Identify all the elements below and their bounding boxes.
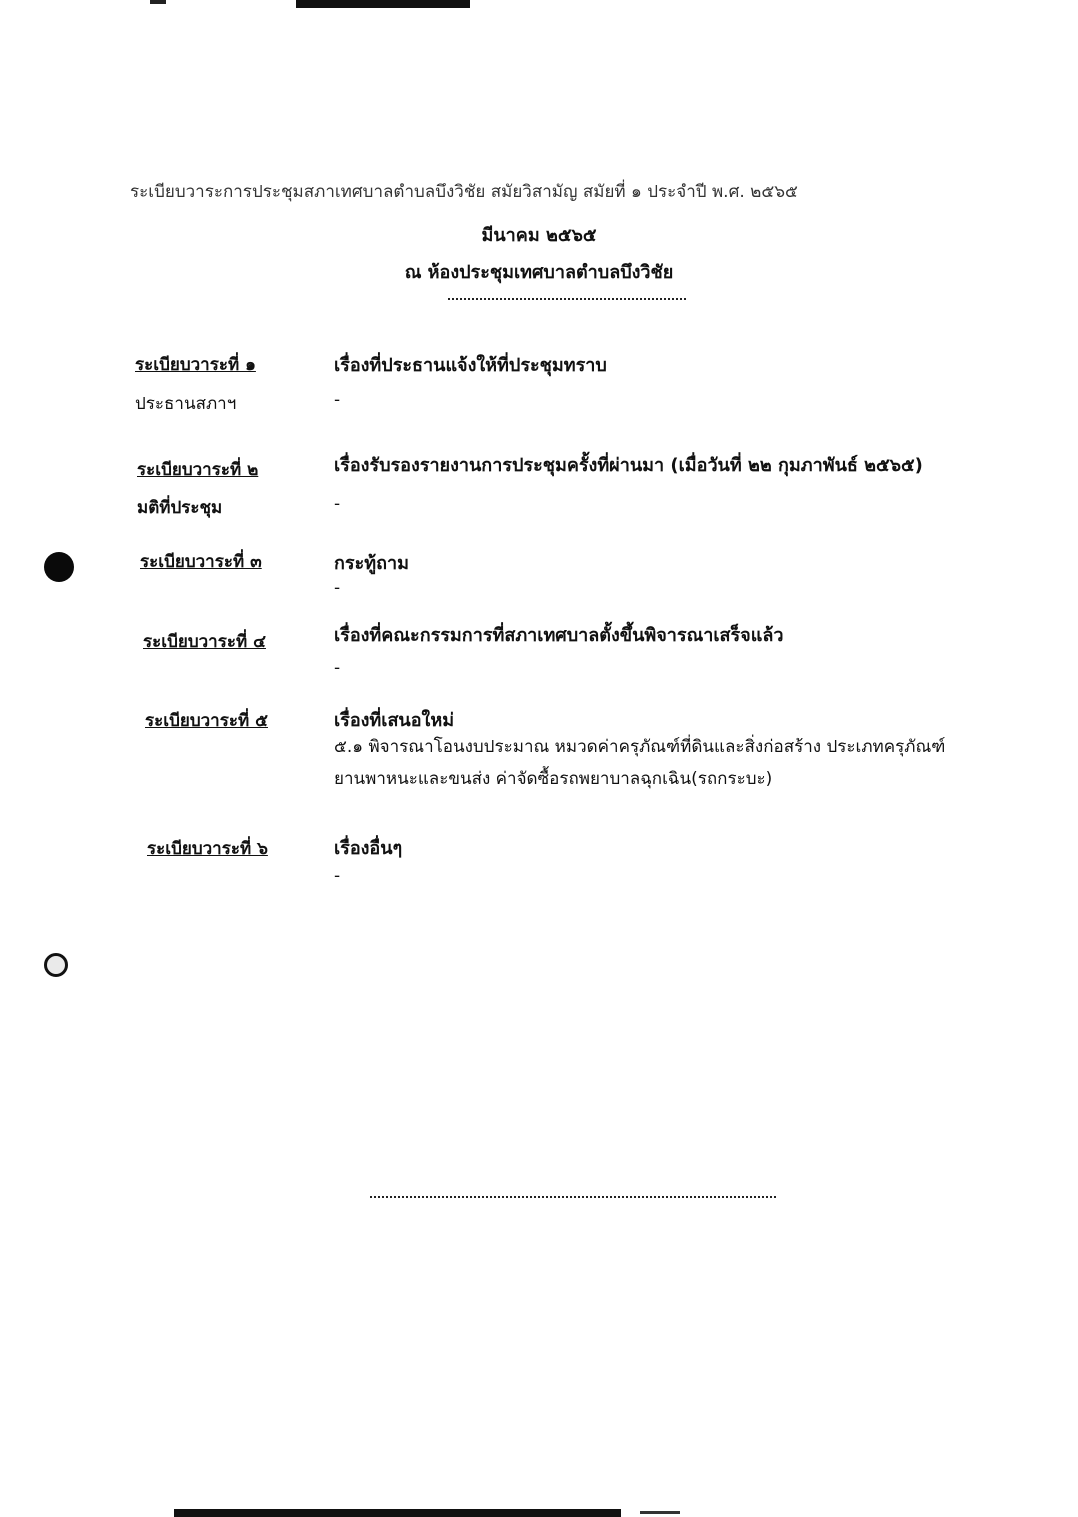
punch-hole-ring bbox=[44, 953, 68, 977]
agenda-5-item-line-2: ยานพาหนะและขนส่ง ค่าจัดซื้อรถพยาบาลฉุกเฉิน(รถกระบะ) bbox=[334, 769, 773, 789]
agenda-5-label: ระเบียบวาระที่ ๕ bbox=[145, 711, 268, 731]
agenda-1-content: - bbox=[334, 390, 341, 410]
agenda-3-label: ระเบียบวาระที่ ๓ bbox=[140, 552, 262, 572]
agenda-1-heading: เรื่องที่ประธานแจ้งให้ที่ประชุมทราบ bbox=[334, 355, 607, 376]
document-title: ระเบียบวาระการประชุมสภาเทศบาลตำบลบึงวิชัย สมัยวิสามัญ สมัยที่ ๑ ประจำปี พ.ศ. ๒๕๖๕ bbox=[130, 182, 798, 202]
meeting-location: ณ ห้องประชุมเทศบาลตำบลบึงวิชัย bbox=[404, 262, 674, 283]
agenda-2-label: ระเบียบวาระที่ ๒ bbox=[137, 460, 259, 480]
agenda-2-sub-label: มติที่ประชุม bbox=[137, 498, 223, 518]
agenda-2-content: - bbox=[334, 494, 341, 514]
agenda-6-heading: เรื่องอื่นๆ bbox=[334, 838, 403, 859]
footer-divider bbox=[370, 1196, 776, 1198]
scan-mark-bottom bbox=[174, 1509, 621, 1517]
header-divider bbox=[448, 298, 686, 300]
agenda-3-heading: กระทู้ถาม bbox=[334, 553, 409, 574]
punch-hole bbox=[44, 552, 74, 582]
agenda-6-label: ระเบียบวาระที่ ๖ bbox=[147, 839, 268, 859]
agenda-5-item-line-1: ๕.๑ พิจารณาโอนงบประมาณ หมวดค่าครุภัณฑ์ที่ดินและสิ่งก่อสร้าง ประเภทครุภัณฑ์ bbox=[334, 737, 946, 757]
agenda-5-heading: เรื่องที่เสนอใหม่ bbox=[334, 710, 455, 731]
scan-mark-top-left bbox=[150, 0, 166, 4]
agenda-1-sub-label: ประธานสภาฯ bbox=[135, 394, 237, 414]
agenda-2-heading: เรื่องรับรองรายงานการประชุมครั้งที่ผ่านมา (เมื่อวันที่ ๒๒ กุมภาพันธ์ ๒๕๖๕) bbox=[334, 455, 923, 476]
agenda-4-heading: เรื่องที่คณะกรรมการที่สภาเทศบาลตั้งขึ้นพิจารณาเสร็จแล้ว bbox=[334, 625, 784, 646]
scan-mark-top bbox=[296, 0, 470, 8]
agenda-4-content: - bbox=[334, 658, 341, 678]
agenda-3-content: - bbox=[334, 578, 341, 598]
agenda-1-label: ระเบียบวาระที่ ๑ bbox=[135, 355, 256, 375]
meeting-date: มีนาคม ๒๕๖๕ bbox=[481, 225, 597, 246]
agenda-6-content: - bbox=[334, 866, 341, 886]
agenda-4-label: ระเบียบวาระที่ ๔ bbox=[143, 632, 266, 652]
scan-mark-bottom-small bbox=[640, 1511, 680, 1514]
